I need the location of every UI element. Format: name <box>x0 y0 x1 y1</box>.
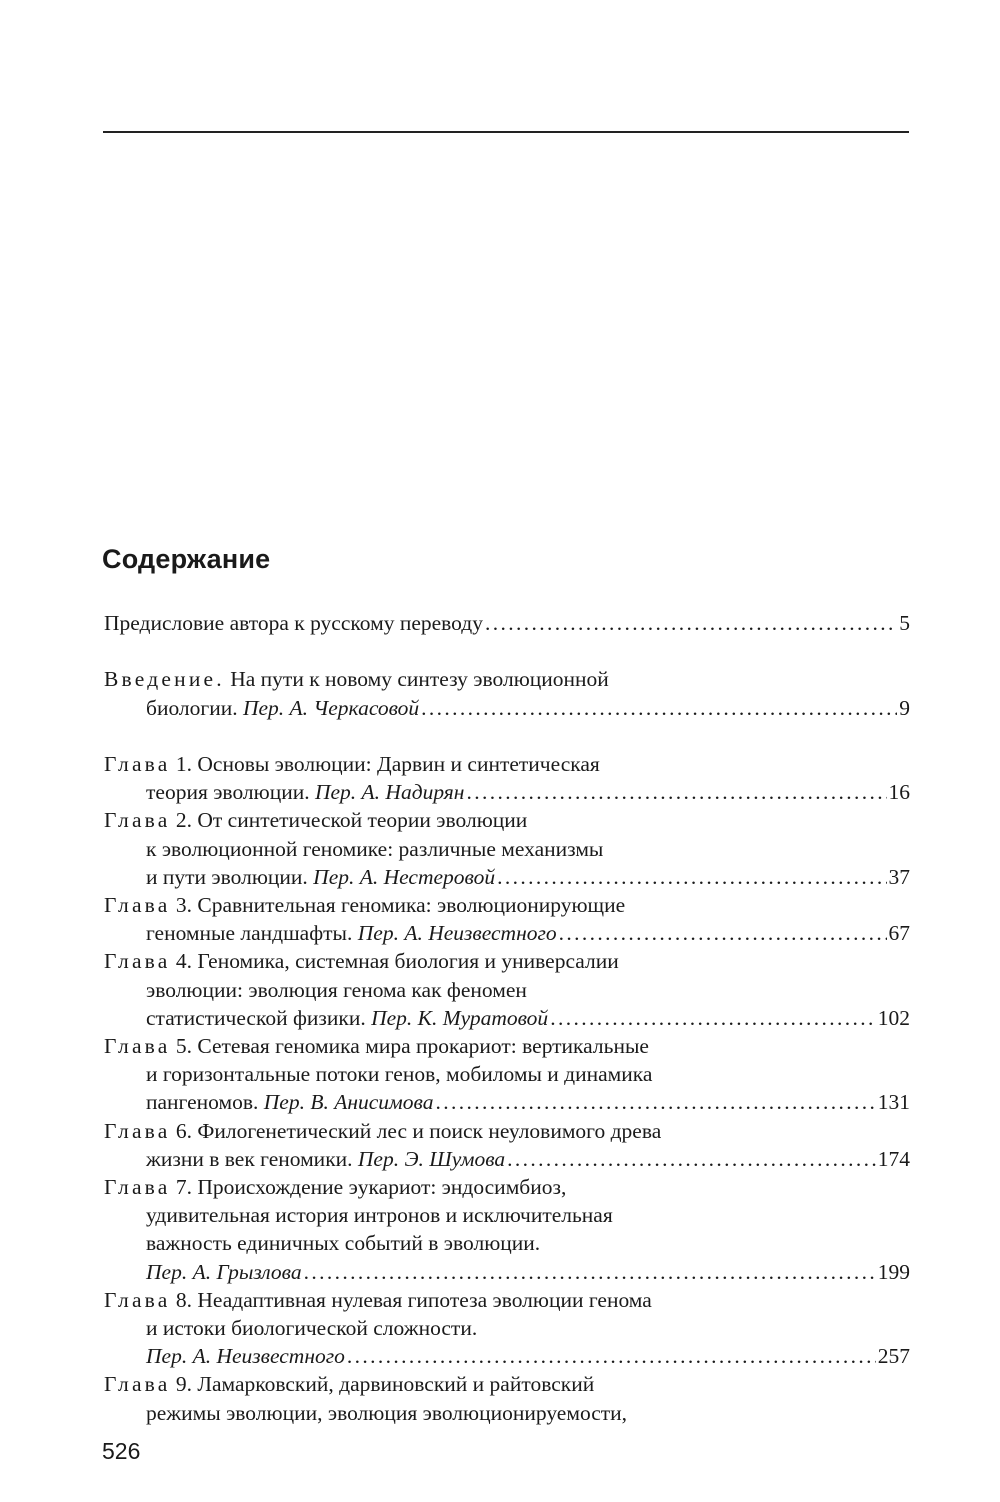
toc-translator: Пер. А. Черкасовой <box>242 695 420 720</box>
toc-translator: Пер. А. Надирян <box>314 780 465 805</box>
toc-entry-line <box>104 806 910 834</box>
toc-entry-line <box>104 1370 910 1398</box>
dot-leader <box>435 1088 875 1116</box>
toc-page-number: 16 <box>888 780 910 805</box>
toc-entry-title: Сравнительная геномика: эволюционирующие <box>197 893 626 917</box>
toc-chapter-number: 5. <box>175 1034 192 1059</box>
toc-entry-title: Предисловие автора к русскому переводу <box>104 611 483 635</box>
toc-entry-line <box>104 750 910 778</box>
toc-entry-last-line <box>104 609 910 637</box>
toc-entry-line <box>104 665 910 693</box>
toc-chapter-number: 8. <box>175 1287 192 1312</box>
toc-entry-chapter-1[interactable] <box>104 750 910 806</box>
toc-entry-title-cont: биологии. <box>146 695 238 720</box>
toc-entry-chapter-3[interactable] <box>104 891 910 947</box>
toc-entry-title-cont: и пути эволюции. <box>146 864 308 889</box>
toc-entry-title-cont: пангеномов. <box>146 1090 259 1115</box>
toc-entry-label: Глава <box>104 893 171 917</box>
dot-leader <box>304 1258 876 1286</box>
toc-entry-chapter-8[interactable] <box>104 1286 910 1371</box>
toc-entry-label: Глава <box>104 1118 171 1143</box>
toc-entry-label: Введение. <box>104 667 225 692</box>
dot-leader <box>559 919 887 947</box>
toc-entry-label: Глава <box>104 1175 171 1200</box>
toc-chapter-number: 9. <box>175 1372 192 1397</box>
toc-entry-line: и горизонтальные потоки генов, мобиломы и динамика <box>146 1062 653 1087</box>
toc-entry-title: Основы эволюции: Дарвин и синтетическая <box>197 751 600 776</box>
toc-entry-last-line <box>104 1145 910 1173</box>
toc-translator: Пер. Э. Шумова <box>357 1146 506 1171</box>
toc-page-number: 131 <box>877 1090 910 1115</box>
toc-entry-last-line <box>104 1258 910 1286</box>
toc-entry-line: удивительная история интронов и исключительная <box>146 1203 613 1228</box>
toc-page-number: 5 <box>899 611 910 635</box>
toc-entry-label: Глава <box>104 1372 171 1397</box>
toc-entry-title-cont: жизни в век геномики. <box>146 1146 353 1171</box>
toc-page-number: 9 <box>899 695 910 720</box>
toc-entry-title: Происхождение эукариот: эндосимбиоз, <box>197 1175 567 1200</box>
toc-entry-line <box>104 947 910 975</box>
toc-entry-title-cont: теория эволюции. <box>146 780 310 805</box>
toc-entry-last-line <box>104 694 910 722</box>
toc-entry-line <box>104 1286 910 1314</box>
toc-entry-title-cont: статистической физики. <box>146 1005 366 1030</box>
toc-translator: Пер. А. Грызлова <box>146 1259 302 1284</box>
top-rule <box>103 131 909 133</box>
toc-entry-last-line <box>104 1342 910 1370</box>
toc-chapter-number: 4. <box>175 949 192 974</box>
toc-entry-line: и истоки биологической сложности. <box>146 1316 478 1341</box>
toc-entry-line <box>104 891 910 919</box>
toc-entry-chapter-7[interactable] <box>104 1173 910 1286</box>
toc-chapter-number: 3. <box>175 893 192 917</box>
toc-translator: Пер. А. Неизвестного <box>357 921 557 946</box>
table-of-contents <box>104 609 910 1427</box>
toc-entry-title: Ламарковский, дарвиновский и райтовский <box>197 1372 595 1397</box>
toc-translator: Пер. А. Нестеровой <box>313 864 496 889</box>
dot-leader <box>497 863 886 891</box>
toc-entry-label: Глава <box>104 751 171 776</box>
toc-entry-label: Глава <box>104 949 171 974</box>
toc-page-number: 174 <box>877 1146 910 1171</box>
toc-page-number: 37 <box>888 864 910 889</box>
toc-entry-introduction[interactable] <box>104 665 910 721</box>
toc-entry-last-line <box>104 1004 910 1032</box>
toc-entry-title: Геномика, системная биология и универсалии <box>197 949 619 974</box>
toc-entry-chapter-9[interactable] <box>104 1370 910 1426</box>
toc-entry-line <box>104 1032 910 1060</box>
toc-entry-line: эволюции: эволюция генома как феномен <box>146 977 527 1002</box>
toc-page-number: 257 <box>877 1344 910 1369</box>
toc-entry-chapter-5[interactable] <box>104 1032 910 1117</box>
toc-entry-chapter-2[interactable] <box>104 806 910 891</box>
toc-entry-title-cont: геномные ландшафты. <box>146 921 353 946</box>
toc-entry-line <box>104 1173 910 1201</box>
toc-entry-last-line <box>104 1088 910 1116</box>
toc-entry-chapter-4[interactable] <box>104 947 910 1032</box>
dot-leader <box>507 1145 876 1173</box>
toc-translator: Пер. А. Неизвестного <box>146 1344 345 1369</box>
toc-entry-label: Глава <box>104 1034 171 1059</box>
toc-entry-title: На пути к новому синтезу эволюционной <box>230 667 609 692</box>
toc-entry-line: важность единичных событий в эволюции. <box>146 1231 541 1256</box>
dot-leader <box>485 609 897 637</box>
toc-entry-line: к эволюционной геномике: различные механизмы <box>146 836 604 861</box>
toc-entry-title: Филогенетический лес и поиск неуловимого древа <box>197 1118 662 1143</box>
toc-entry-label: Глава <box>104 1287 171 1312</box>
toc-chapter-number: 7. <box>175 1175 192 1200</box>
toc-entry-title: От синтетической теории эволюции <box>197 808 528 833</box>
toc-entry-last-line <box>104 778 910 806</box>
toc-entry-title: Сетевая геномика мира прокариот: вертикальные <box>197 1034 649 1059</box>
toc-entry-chapter-6[interactable] <box>104 1117 910 1173</box>
toc-page-number: 102 <box>877 1005 910 1030</box>
toc-page-number: 67 <box>888 921 910 946</box>
dot-leader <box>550 1004 876 1032</box>
toc-chapter-number: 6. <box>175 1118 192 1143</box>
toc-entry-label: Глава <box>104 808 171 833</box>
toc-entry-line: режимы эволюции, эволюция эволюционируемости, <box>146 1400 628 1425</box>
toc-entry-preface[interactable] <box>104 609 910 637</box>
page-number-folio: 526 <box>102 1438 141 1464</box>
toc-translator: Пер. В. Анисимова <box>263 1090 434 1115</box>
toc-chapter-number: 1. <box>175 751 192 776</box>
toc-entry-title: Неадаптивная нулевая гипотеза эволюции генома <box>197 1287 652 1312</box>
toc-entry-line <box>104 1117 910 1145</box>
toc-entry-last-line <box>104 863 910 891</box>
dot-leader <box>347 1342 876 1370</box>
dot-leader <box>421 694 897 722</box>
dot-leader <box>466 778 886 806</box>
toc-translator: Пер. К. Муратовой <box>371 1005 549 1030</box>
toc-entry-last-line <box>104 919 910 947</box>
toc-page-number: 199 <box>877 1259 910 1284</box>
page-title: Содержание <box>102 544 271 574</box>
toc-chapter-number: 2. <box>175 808 192 833</box>
